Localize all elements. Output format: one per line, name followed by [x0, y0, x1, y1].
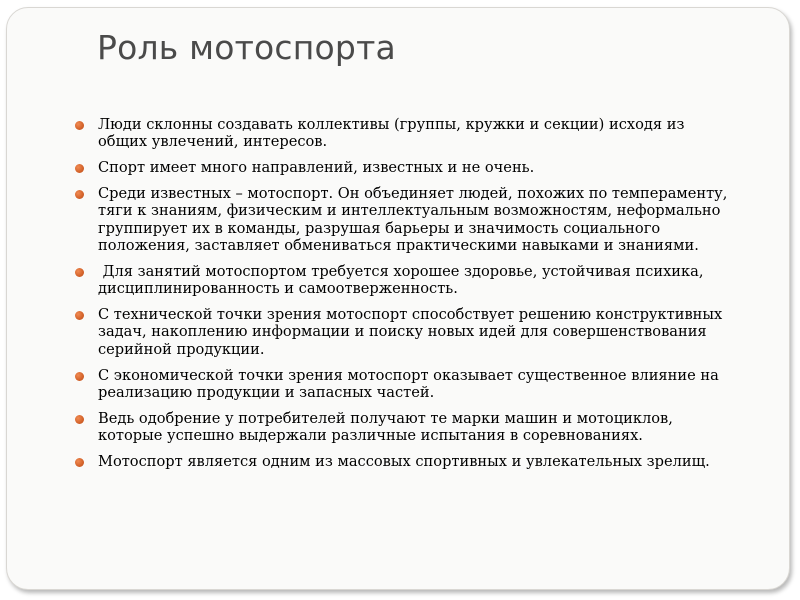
bullet-text: Среди известных – мотоспорт. Он объединяет людей, похожих по темпераменту, тяги к знаниям, физическим и интеллектуальным возможностям, неформально группирует их в команды, разрушая барьеры и значимость социального положения, заставляет обмениваться практическими навыками и знаниями. — [98, 185, 728, 254]
slide — [6, 7, 790, 590]
list-item — [75, 263, 735, 298]
bullet-list — [75, 116, 735, 479]
orange-dot-icon — [75, 311, 84, 320]
orange-dot-icon — [75, 372, 84, 381]
bullet-text: Люди склонны создавать коллективы (группы, кружки и секции) исходя из общих увлечений, интересов. — [98, 116, 685, 151]
bullet-text: С экономической точки зрения мотоспорт оказывает существенное влияние на реализацию продукции и запасных частей. — [98, 366, 719, 401]
orange-dot-icon — [75, 164, 84, 173]
list-item — [75, 116, 735, 151]
bullet-text: Мотоспорт является одним из массовых спортивных и увлекательных зрелищ. — [98, 452, 710, 470]
list-item — [75, 185, 735, 254]
orange-dot-icon — [75, 121, 84, 130]
orange-dot-icon — [75, 415, 84, 424]
orange-dot-icon — [75, 268, 84, 277]
bullet-text: Для занятий мотоспортом требуется хорошее здоровье, устойчивая психика, дисциплинированность и самоотверженность. — [98, 262, 709, 298]
orange-dot-icon — [75, 190, 84, 199]
list-item — [75, 410, 735, 445]
list-item — [75, 367, 735, 402]
list-item — [75, 159, 735, 176]
list-item — [75, 306, 735, 358]
bullet-text: Ведь одобрение у потребителей получают те марки машин и мотоциклов, которые успешно выдержали различные испытания в соревнованиях. — [98, 409, 673, 445]
bullet-text: Спорт имеет много направлений, известных и не очень. — [98, 159, 535, 177]
bullet-text: С технической точки зрения мотоспорт способствует решению конструктивных задач, накоплению информации и поиску новых идей для совершенствования серийной продукции. — [98, 306, 723, 358]
list-item — [75, 453, 735, 470]
orange-dot-icon — [75, 458, 84, 467]
slide-title: Роль мотоспорта — [97, 28, 396, 67]
